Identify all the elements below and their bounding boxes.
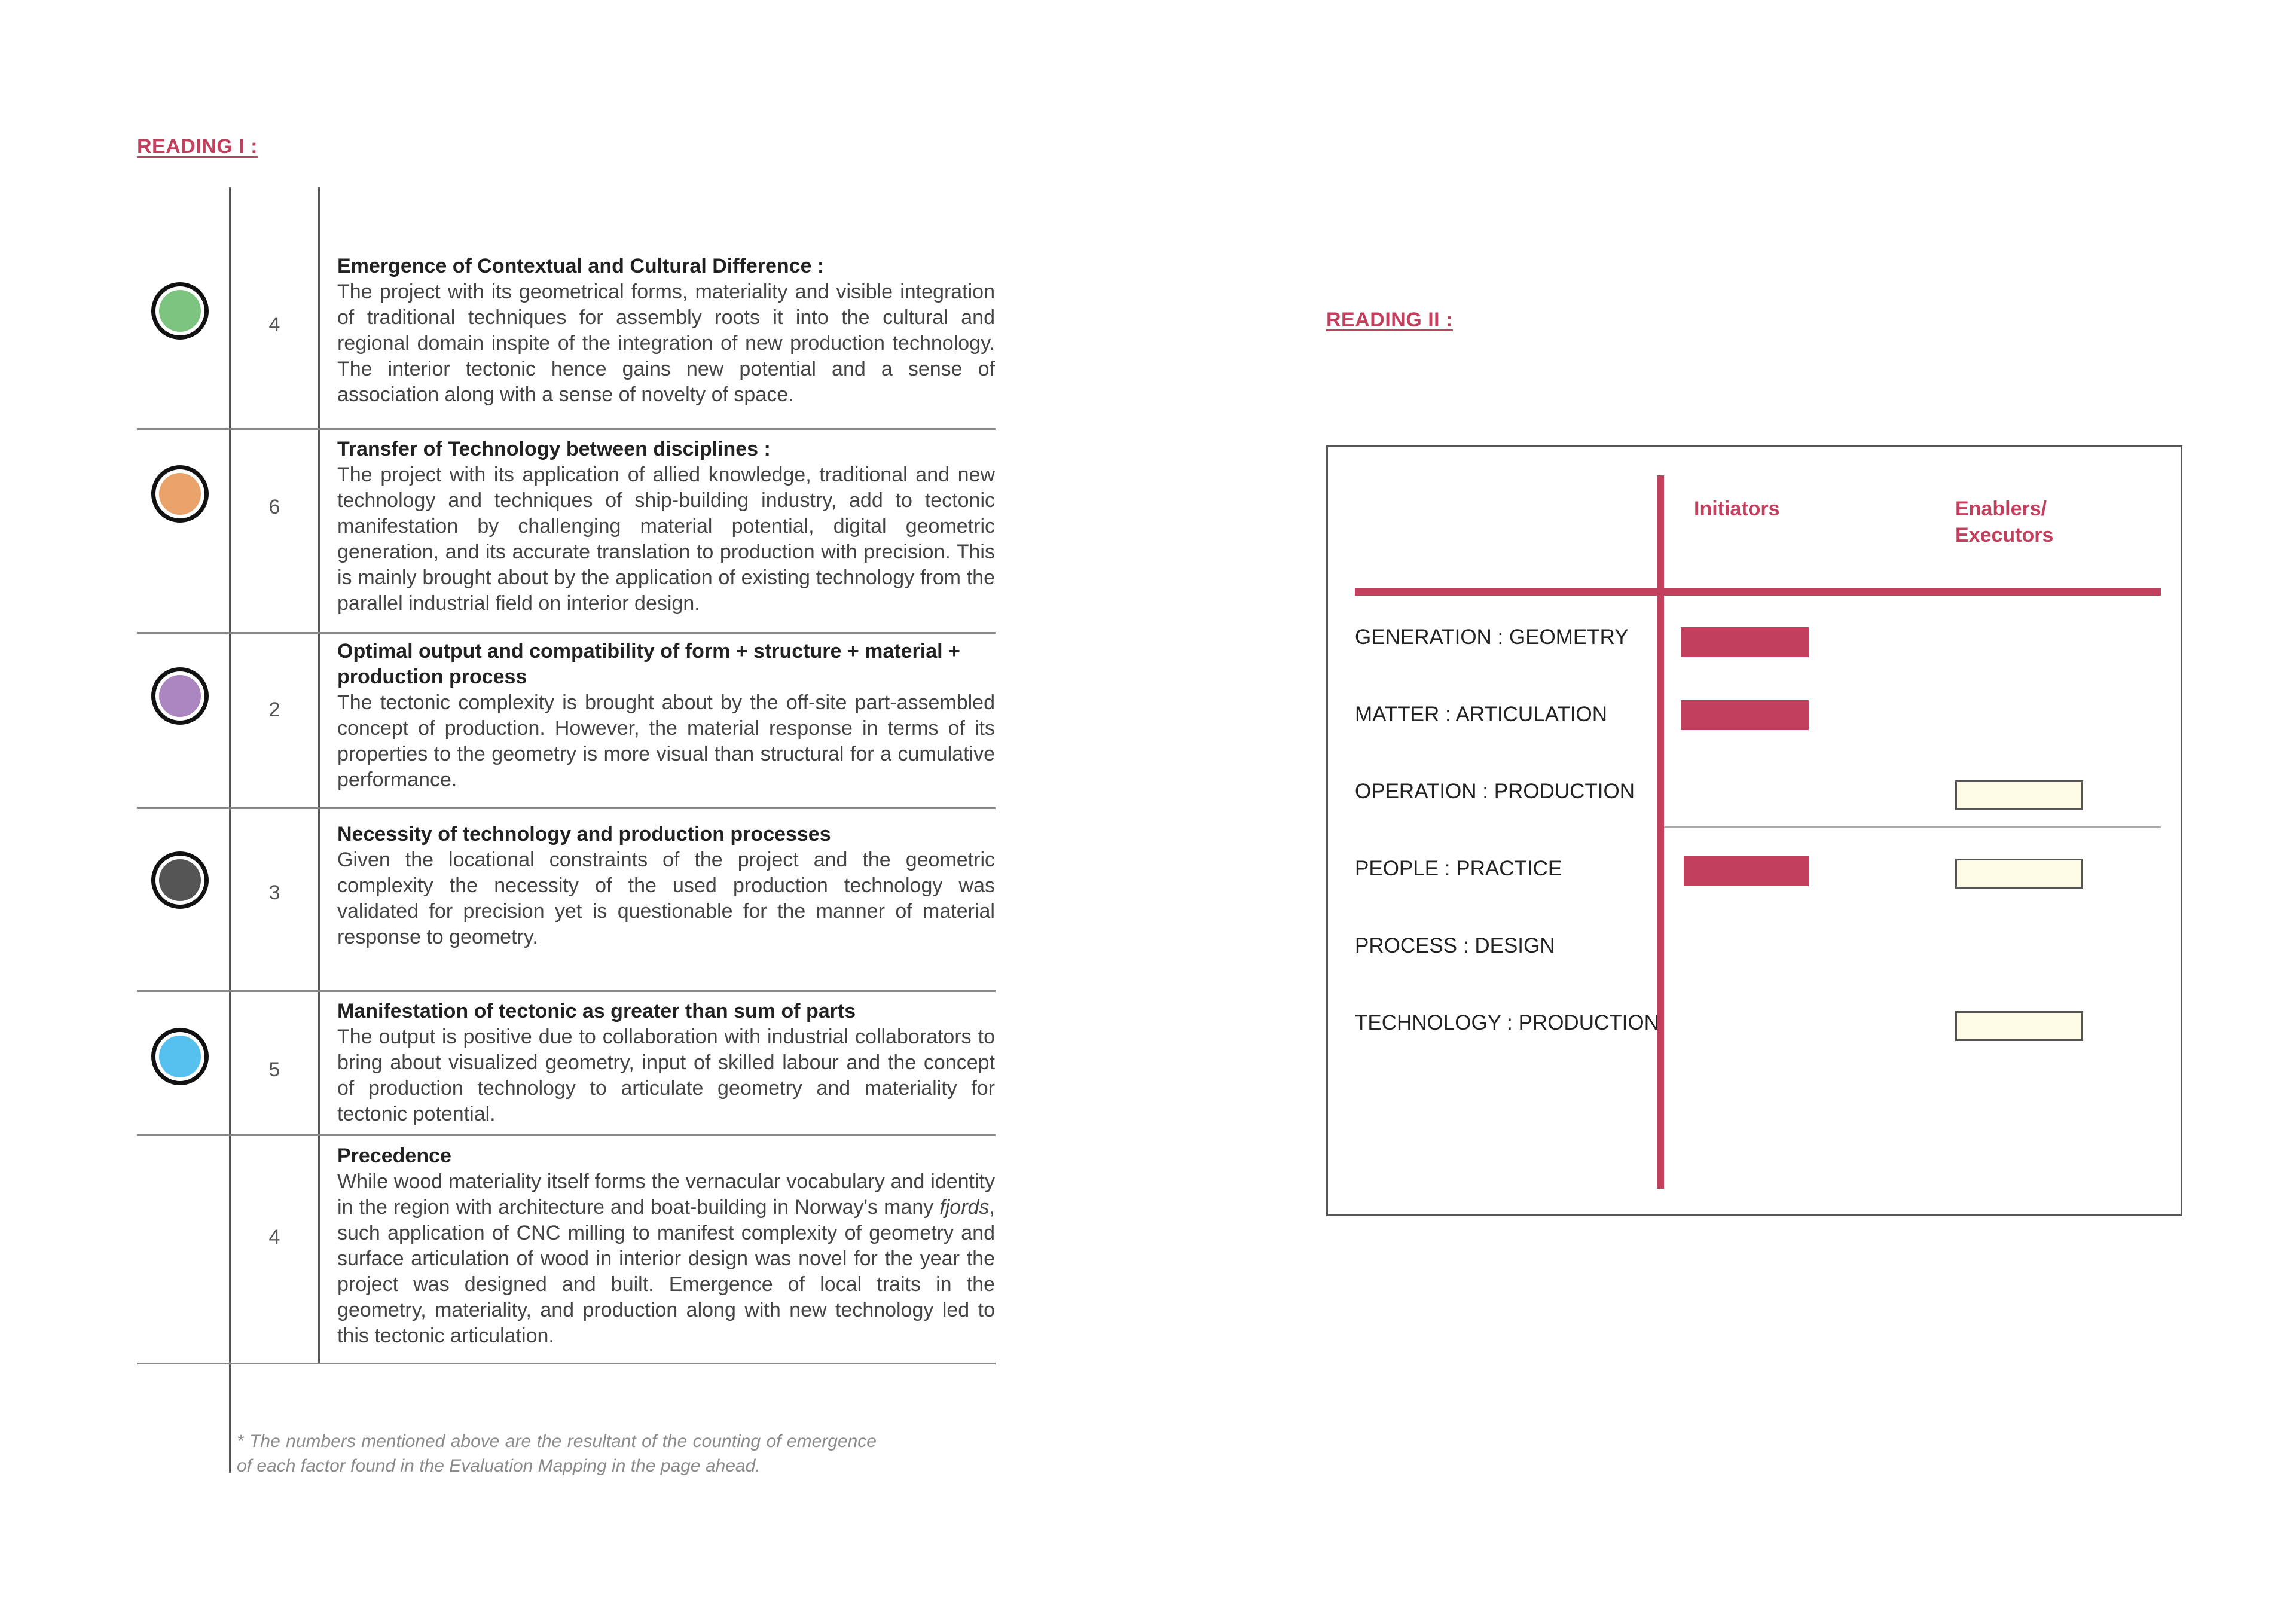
description-text: While wood materiality itself forms the vernacular vocabulary and identity in the region with architecture and boat-building in Norway's many	[337, 1170, 995, 1219]
factor-count: 5	[268, 1058, 280, 1081]
matrix-row-label: OPERATION : PRODUCTION	[1355, 780, 1635, 803]
matrix-row-label: GENERATION : GEOMETRY	[1355, 625, 1629, 649]
factor-cell	[337, 254, 995, 408]
factor-title: Transfer of Technology between disciplines :	[337, 438, 771, 460]
row-separator	[137, 1363, 996, 1364]
factor-circle-orange	[151, 465, 209, 523]
initiator-marker-generation-geometry	[1681, 627, 1809, 657]
factor-cell	[337, 999, 995, 1127]
matrix-row-label: TECHNOLOGY : PRODUCTION	[1355, 1011, 1659, 1034]
factor-cell	[337, 1143, 995, 1349]
circle-fill	[159, 1036, 201, 1077]
factor-description: The tectonic complexity is brought about by the off-site part-assembled concept of production. However, the material response in terms of its properties to the geometry is more visual than structural for a cumulative performance.	[337, 691, 995, 791]
factor-circle-green	[151, 282, 209, 340]
factor-title: Manifestation of tectonic as greater than sum of parts	[337, 1000, 856, 1022]
circle-fill	[159, 675, 201, 717]
factor-count: 4	[268, 313, 280, 336]
factor-cell	[337, 639, 995, 793]
enabler-marker-people-practice	[1955, 859, 2083, 889]
matrix-row-label: MATTER : ARTICULATION	[1355, 703, 1607, 726]
factor-count: 3	[268, 881, 280, 904]
row-separator	[137, 990, 996, 992]
circle-fill	[159, 290, 201, 332]
reading-1-heading: READING I :	[137, 135, 258, 158]
factor-circle-purple	[151, 667, 209, 725]
initiator-marker-matter-articulation	[1681, 700, 1809, 730]
row-separator	[137, 807, 996, 809]
factor-cell	[337, 436, 995, 616]
reading-2-heading: READING II :	[1326, 309, 1453, 331]
factor-circle-blue	[151, 1028, 209, 1085]
matrix-vertical-axis	[1657, 475, 1664, 1189]
factor-title: Necessity of technology and production processes	[337, 823, 831, 845]
matrix-row-label: PROCESS : DESIGN	[1355, 934, 1555, 957]
factor-description	[337, 1169, 995, 1349]
circle-fill	[159, 859, 201, 901]
factor-description: The project with its application of allied knowledge, traditional and new technology and techniques of ship-building industry, add to tectonic manifestation by challenging material potential, digital geometric generation, and its accurate translation to production with precision. This is mainly brought about by the application of existing technology from the parallel industrial field on interior design.	[337, 463, 995, 615]
factor-cell	[337, 822, 995, 950]
row-separator	[137, 632, 996, 634]
table-column-divider-right	[318, 187, 320, 1364]
factor-count: 6	[268, 496, 280, 518]
matrix-group-divider	[1664, 826, 2161, 828]
factor-title: Emergence of Contextual and Cultural Difference :	[337, 255, 825, 277]
column-header-line: Enablers/	[1955, 497, 2047, 520]
description-text: , such application of CNC milling to manifest complexity of geometry and surface articulation of wood in interior design was novel for the year the project was designed and built. Emergence of local traits in the geometry, materiality, and production along with new technology led to this tectonic articulation.	[337, 1196, 995, 1347]
circle-fill	[159, 473, 201, 515]
matrix-row-label: PEOPLE : PRACTICE	[1355, 857, 1562, 880]
column-header-initiators: Initiators	[1694, 497, 1780, 520]
footnote: * The numbers mentioned above are the resultant of the counting of emergence of each factor found in the Evaluation Mapping in the page ahead.	[237, 1431, 877, 1476]
emphasized-term: fjords	[939, 1196, 990, 1219]
enabler-marker-operation-production	[1955, 780, 2083, 810]
factor-title: Optimal output and compatibility of form + structure + material + production process	[337, 640, 960, 688]
factor-count: 4	[268, 1226, 280, 1248]
factor-title: Precedence	[337, 1144, 451, 1167]
table-column-divider-left	[229, 187, 231, 1473]
factor-description: The project with its geometrical forms, materiality and visible integration of traditional techniques for assembly roots it into the cultural and regional domain inspite of the integration of new production technology. The interior tectonic hence gains new potential and a sense of association along with a sense of novelty of space.	[337, 280, 995, 406]
factor-circle-grey	[151, 851, 209, 909]
column-header-enablers	[1955, 496, 2053, 548]
factor-count: 2	[268, 698, 280, 721]
enabler-marker-technology-production	[1955, 1011, 2083, 1041]
matrix-horizontal-axis	[1355, 588, 2161, 596]
factor-description: The output is positive due to collaboration with industrial collaborators to bring about visualized geometry, input of skilled labour and the concept of production technology to articulate geometry and materiality for tectonic potential.	[337, 1025, 995, 1125]
factor-description: Given the locational constraints of the project and the geometric complexity the necessity of the used production technology was validated for precision yet is questionable for the manner of material response to geometry.	[337, 848, 995, 948]
reading-2-matrix-frame	[1326, 445, 2182, 1216]
initiator-marker-people-practice	[1684, 856, 1809, 886]
row-separator	[137, 1134, 996, 1136]
row-separator	[137, 428, 996, 430]
column-header-line: Executors	[1955, 524, 2054, 547]
